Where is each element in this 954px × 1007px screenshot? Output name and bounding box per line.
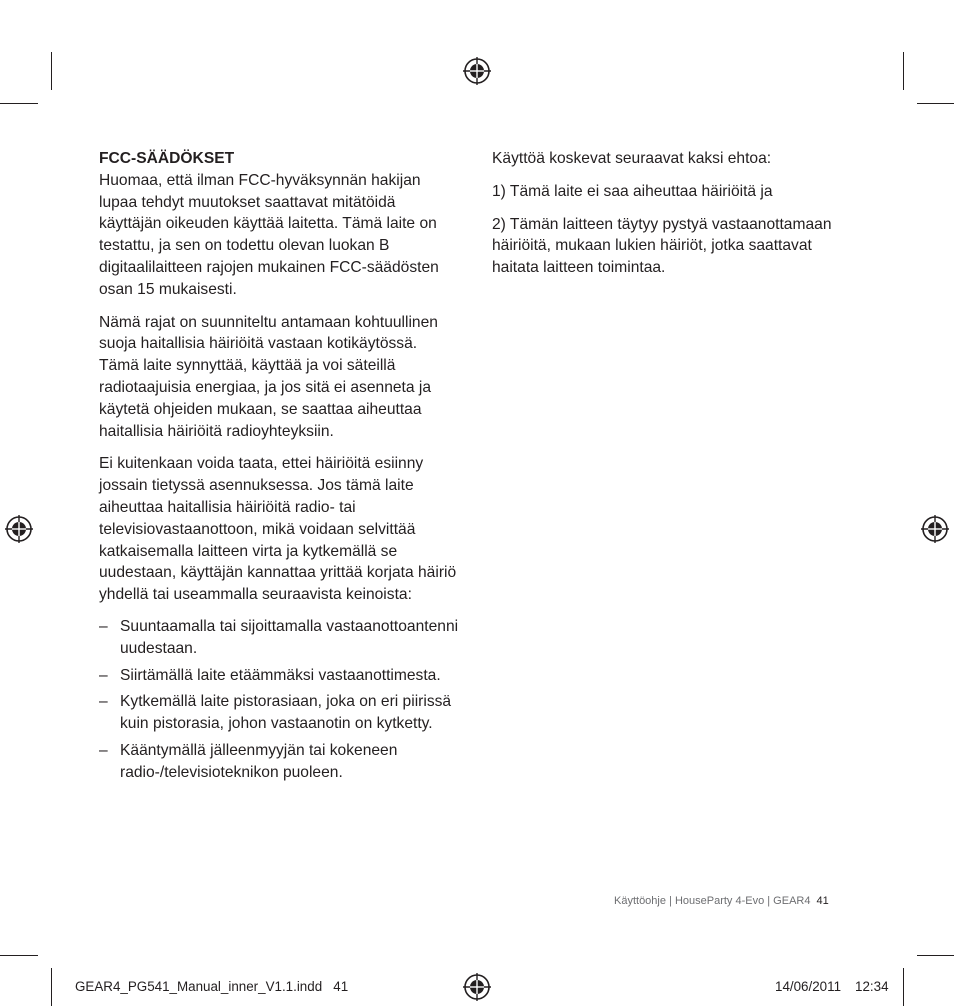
left-column — [99, 148, 459, 789]
crop-mark-bottom-left-vertical — [51, 968, 52, 1006]
right-column — [492, 148, 854, 279]
remedy-list — [99, 616, 459, 784]
section-heading: FCC-SÄÄDÖKSET — [99, 150, 235, 167]
slug-time: 12:34 — [855, 979, 889, 994]
list-dash: – — [99, 666, 108, 684]
crop-mark-top-left-horizontal — [0, 103, 38, 104]
body-paragraph: Käyttöä koskevat seuraavat kaksi ehtoa: — [492, 150, 772, 167]
body-paragraph: 1) Tämä laite ei saa aiheuttaa häiriöitä ja — [492, 182, 773, 200]
slug-date: 14/06/2011 — [775, 979, 842, 994]
list-item-text: Kytkemällä laite pistorasiaan, joka on eri piirissä kuin pistorasia, johon vastaanotin on kytketty. — [120, 693, 452, 733]
list-item — [99, 691, 459, 735]
crop-mark-bottom-left-horizontal — [0, 955, 38, 956]
body-paragraph: Ei kuitenkaan voida taata, ettei häiriöitä esiinny jossain tietyssä asennuksessa. Jos tämä laite aiheuttaa haitallisia häiriöitä radio- tai televisiovastaanottoon, mikä voidaan selvittää katkaisemalla laitteen virta ja kytkemällä se uudestaan, käyttäjän kannattaa yrittää korjata häiriö yhdellä tai useammalla seuraavista keinoista: — [99, 455, 457, 604]
list-item-text: Kääntymällä jälleenmyyjän tai kokeneen radio-/televisioteknikon puoleen. — [120, 741, 398, 781]
crop-mark-bottom-right-horizontal — [917, 955, 954, 956]
footer-text: Käyttöohje | HouseParty 4-Evo | GEAR4 — [614, 895, 811, 907]
list-item-text: Siirtämällä laite etäämmäksi vastaanottimesta. — [120, 666, 441, 684]
registration-mark-left-icon — [4, 514, 34, 544]
crop-mark-top-right-horizontal — [917, 103, 954, 104]
slug-filename: GEAR4_PG541_Manual_inner_V1.1.indd 41 — [75, 979, 349, 994]
list-dash: – — [99, 617, 108, 635]
body-paragraph: Nämä rajat on suunniteltu antamaan kohtuullinen suoja haitallisia häiriöitä vastaan kotikäytössä. Tämä laite synnyttää, käyttää ja voi säteillä radiotaajuisia energiaa, ja jos sitä ei asenneta ja käytetä ohjeiden mukaan, se saattaa aiheuttaa haitallisia häiriöitä radioyhteyksiin. — [99, 313, 438, 440]
list-dash: – — [99, 693, 108, 711]
list-dash: – — [99, 741, 108, 759]
list-item — [99, 616, 459, 660]
list-item — [99, 665, 459, 687]
list-item-text: Suuntaamalla tai sijoittamalla vastaanottoantenni uudestaan. — [120, 617, 459, 657]
list-item — [99, 740, 459, 784]
registration-mark-top-icon — [462, 56, 492, 86]
registration-mark-right-icon — [920, 514, 950, 544]
crop-mark-top-right-vertical — [903, 52, 904, 90]
body-paragraph: Huomaa, että ilman FCC-hyväksynnän hakijan lupaa tehdyt muutokset saattavat mitätöidä käyttäjän oikeuden käyttää laitetta. Tämä laite on testattu, ja sen on todettu olevan luokan B digitaalilaitteen rajojen mukainen FCC-säädösten osan 15 mukaisesti. — [99, 171, 439, 298]
registration-mark-bottom-icon — [462, 972, 492, 1002]
running-footer — [614, 895, 829, 907]
slug-datetime — [775, 979, 889, 994]
crop-mark-top-left-vertical — [51, 52, 52, 90]
page-number: 41 — [816, 895, 829, 907]
crop-mark-bottom-right-vertical — [903, 968, 904, 1006]
body-paragraph: 2) Tämän laitteen täytyy pystyä vastaanottamaan häiriöitä, mukaan lukien häiriöt, jotka saattavat haitata laitteen toimintaa. — [492, 215, 832, 277]
